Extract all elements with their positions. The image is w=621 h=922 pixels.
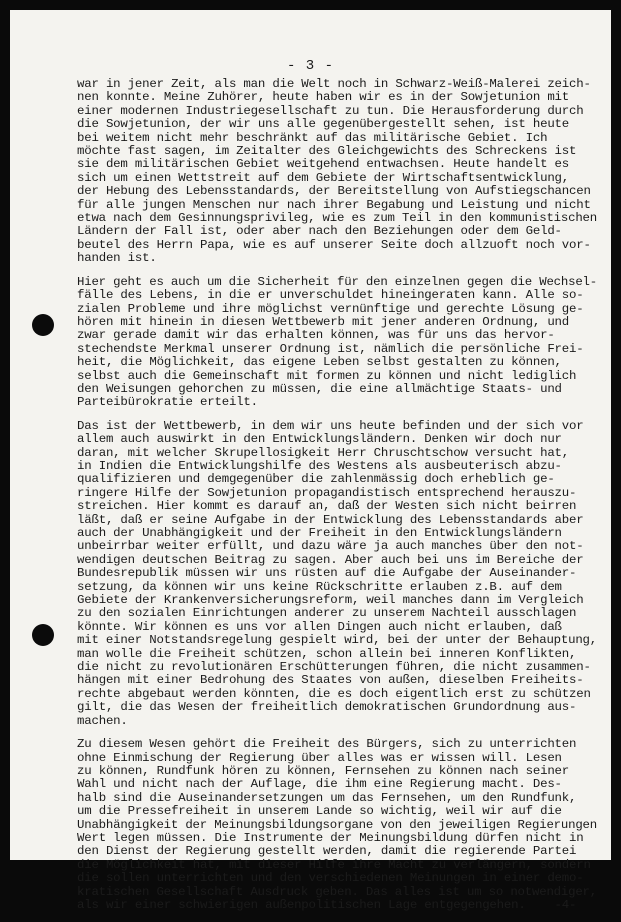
text-line: war in jener Zeit, als man die Welt noch in Schwarz-Weiß-Malerei zeich-	[77, 77, 591, 91]
text-line: zwar gerade damit wir das erhalten können, was für uns das hervor-	[77, 328, 555, 343]
text-line: den Weisungen gehorchen zu müssen, die eine allmächtige Staats- und	[77, 381, 562, 396]
text-line: nen konnte. Meine Zuhörer, heute haben wir es in der Sowjetunion mit	[77, 90, 570, 105]
text-line: qualifizieren und demgegenüber die zahlenmässig doch erheblich ge-	[77, 472, 555, 487]
text-line: zu den sozialen Einrichtungen anderer zu unserem Nachteil ausschlagen	[77, 606, 577, 621]
text-line: rechte abgebaut werden könnten, die es doch eigentlich erst zu schützen	[77, 686, 591, 701]
paragraph	[77, 78, 597, 266]
text-line: zu können, Rundfunk hören zu können, Fernsehen zu können nach seiner	[77, 763, 570, 778]
text-line: Bundesrepublik müssen wir uns rüsten auf die Aufgabe der Auseinander-	[77, 566, 577, 581]
document-page	[10, 10, 611, 912]
text-line: hören mit hinein in diesen Wettbewerb mit jener anderen Ordnung, und	[77, 314, 570, 329]
text-line: man wolle die Freiheit schützen, schon allein bei inneren Konflikten,	[77, 646, 577, 661]
typewritten-text	[77, 78, 597, 922]
text-line: Hier geht es auch um die Sicherheit für den einzelnen gegen die Wechsel-	[77, 274, 597, 289]
text-line: handen ist.	[77, 251, 157, 266]
text-line: Zu diesem Wesen gehört die Freiheit des Bürgers, sich zu unterrichten	[77, 737, 577, 752]
text-line: stechendste Merkmal unserer Ordnung ist, nämlich die persönliche Frei-	[77, 341, 584, 356]
text-line: könnte. Wir können es uns vor allen Dingen auch nicht erlauben, daß	[77, 619, 562, 634]
text-line: einer modernen Industriegesellschaft zu tun. Die Herausforderung durch	[77, 103, 584, 118]
text-line: machen.	[77, 713, 128, 728]
text-line: heit, die Möglichkeit, das eigene Leben selbst gestalten zu können,	[77, 355, 562, 370]
text-line: daran, mit welcher Skrupellosigkeit Herr Chruschtschow versucht hat,	[77, 445, 570, 460]
text-line: Gebiete der Krankenversicherungsreform, weil manches dann im Vergleich	[77, 593, 584, 608]
text-line: in Indien die Entwicklungshilfe des Westens als ausbeuterisch abzu-	[77, 458, 562, 473]
text-line: gilt, die das Wesen der freiheitlich demokratischen Grundordnung aus-	[77, 700, 577, 715]
text-line: die nicht zu revolutionären Erschütterungen führen, die nicht zusammen-	[77, 660, 591, 675]
text-line: Ländern der Fall ist, oder aber nach den Beziehungen oder dem Geld-	[77, 224, 562, 239]
text-line: unbeirrbar weiter erfüllt, und dazu wäre ja auch manches über den not-	[77, 539, 584, 554]
text-line: um die Pressefreiheit in unserem Lande so wichtig, weil wir auf die	[77, 804, 562, 819]
text-line: sich um einen Wettstreit auf dem Gebiete der Wirtschaftsentwicklung,	[77, 170, 570, 185]
paragraph	[77, 420, 597, 728]
text-line: der Hebung des Lebensstandards, der Bereitstellung von Aufstiegschancen	[77, 184, 591, 199]
text-line: die Möglichkeit hat, mit dieser Hilfe ihre Macht zu verlängern, sondern	[77, 857, 591, 872]
text-line: Parteibürokratie erteilt.	[77, 395, 258, 410]
text-line: für alle jungen Menschen nur nach ihrer Begabung und Leistung und nicht	[77, 197, 591, 212]
paragraph	[77, 276, 597, 410]
text-line: läßt, daß er seine Aufgabe in der Entwicklung des Lebensstandards aber	[77, 512, 584, 527]
punch-hole-top	[32, 314, 54, 336]
text-line: hängen mit einer Bedrohung des Staates von außen, dieselben Freiheits-	[77, 673, 584, 688]
text-line: Das ist der Wettbewerb, in dem wir uns heute befinden und der sich vor	[77, 418, 584, 433]
text-line: zialen Probleme und ihre möglichst vernünftige und gerechte Lösung ge-	[77, 301, 584, 316]
text-line: Wahl und nicht nach der Auflage, die ihm eine Regierung macht. Des-	[77, 777, 562, 792]
text-line: beutel des Herrn Papa, wie es auf unserer Seite doch allzuoft noch vor-	[77, 237, 591, 252]
text-line: die sollen unterrichten und den verschiedenen Meinungen in einer demo-	[77, 871, 584, 886]
text-line: die Sowjetunion, der wir uns alle gegenübergestellt sehen, ist heute	[77, 117, 570, 132]
text-line: kratischen Gesellschaft Ausdruck geben. Das alles ist um so notwendiger,	[77, 884, 597, 899]
text-line: fälle des Lebens, in die er unverschuldet hineingeraten kann. Alle so-	[77, 288, 584, 303]
text-line: allem auch auswirkt in den Entwicklungsländern. Denken wir doch nur	[77, 432, 562, 447]
text-line: streichen. Hier kommt es darauf an, daß der Westen sich nicht beirren	[77, 499, 577, 514]
paragraph	[77, 738, 597, 912]
text-line: mit einer Notstandsregelung gespielt wird, bei der unter der Behauptung,	[77, 633, 597, 648]
text-line: ohne Einmischung der Regierung über alles was er wissen will. Lesen	[77, 750, 562, 765]
text-line: ringere Hilfe der Sowjetunion propagandistisch entsprechend herauszu-	[77, 485, 577, 500]
text-line: halb sind die Auseinandersetzungen um das Fernsehen, um den Rundfunk,	[77, 790, 577, 805]
punch-hole-bottom	[32, 624, 54, 646]
text-line: bei weitem nicht mehr beschränkt auf das militärische Gebiet. Ich	[77, 130, 548, 145]
text-line: etwa nach dem Gesinnungsprivileg, wie es zum Teil in den kommunistischen	[77, 211, 597, 226]
text-line: den Dienst der Regierung gestellt werden, damit die regierende Partei	[77, 844, 577, 859]
text-line: als wir einer schwierigen außenpolitischen Lage entgegengehen. -4-	[77, 897, 577, 912]
text-line: setzung, da können wir uns keine Rückschritte erlauben z.B. auf dem	[77, 579, 562, 594]
page-number: - 3 -	[286, 58, 334, 74]
text-line: selbst auch die Gemeinschaft mit formen zu können und nicht lediglich	[77, 368, 577, 383]
text-line: Unabhängigkeit der Meinungsbildungsorgane von den jeweiligen Regierungen	[77, 817, 597, 832]
text-line: sie dem militärischen Gebiet weitgehend entwachsen. Heute handelt es	[77, 157, 570, 172]
text-line: möchte fast sagen, im Zeitalter des Gleichgewichts des Schreckens ist	[77, 144, 577, 159]
text-line: Wert legen müssen. Die Instrumente der Meinungsbildung dürfen nicht in	[77, 830, 584, 845]
text-line: wendigen deutschen Beitrag zu sagen. Aber auch bei uns im Bereiche der	[77, 552, 584, 567]
text-line: auch der Unabhängigkeit und der Freiheit in den Entwicklungsländern	[77, 526, 562, 540]
